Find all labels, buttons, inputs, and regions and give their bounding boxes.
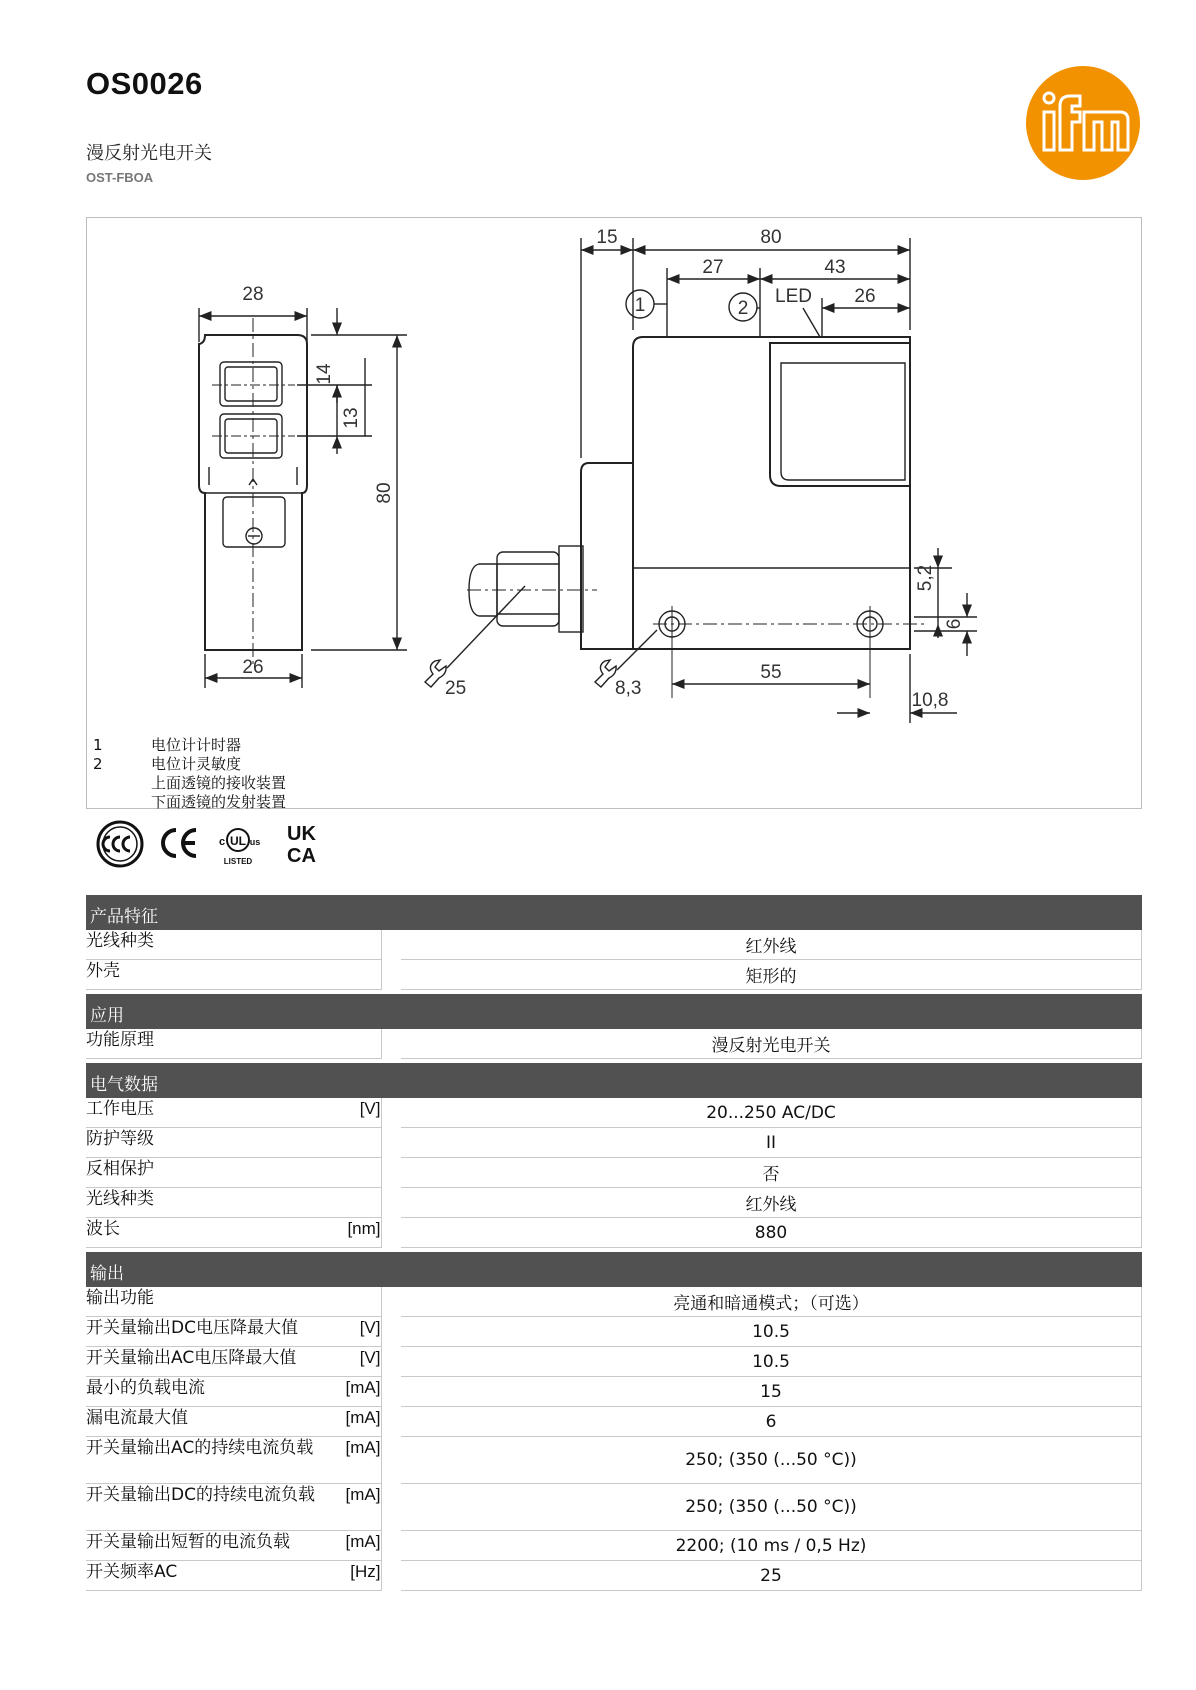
spec-row <box>86 1098 1142 1128</box>
ifm-logo <box>1024 64 1142 182</box>
spacer <box>381 1287 401 1317</box>
spec-label-cell <box>86 1098 381 1128</box>
spec-value: 亮通和暗通模式；（可选） <box>401 1287 1142 1317</box>
section-header <box>86 1063 1142 1098</box>
spec-value: 250; (350 (...50 °C)) <box>401 1484 1142 1531</box>
spacer <box>381 1407 401 1437</box>
spacer <box>381 1188 401 1218</box>
spec-value: 880 <box>401 1218 1142 1248</box>
product-code: OST-FBOA <box>86 170 154 185</box>
spec-unit: [mA] <box>345 1438 381 1457</box>
spec-label-cell <box>86 930 381 960</box>
certification-marks <box>92 818 332 868</box>
spec-row <box>86 1287 1142 1317</box>
spec-value: 矩形的 <box>401 960 1142 990</box>
spec-label-cell <box>86 1484 381 1531</box>
spacer <box>381 1377 401 1407</box>
legend-item: 下面透镜的发射装置 <box>151 793 287 811</box>
section-title: 应用 <box>86 994 1142 1029</box>
spec-label-cell <box>86 1158 381 1188</box>
spec-label: 最小的负载电流 <box>86 1378 205 1398</box>
dim-55: 55 <box>760 662 782 683</box>
spec-value: 6 <box>401 1407 1142 1437</box>
spec-value: 10.5 <box>401 1347 1142 1377</box>
spec-unit: [Hz] <box>350 1562 381 1581</box>
svg-text:LISTED: LISTED <box>223 857 253 866</box>
section-header <box>86 994 1142 1029</box>
dim-6: 6 <box>944 618 965 630</box>
product-title: OS0026 <box>86 66 203 101</box>
spec-unit: [mA] <box>345 1378 381 1397</box>
dim-15: 15 <box>596 227 618 248</box>
spec-row <box>86 1158 1142 1188</box>
spec-label-cell <box>86 960 381 990</box>
spacer <box>381 1158 401 1188</box>
dim-27: 27 <box>702 257 724 278</box>
spec-label-cell <box>86 1531 381 1561</box>
spec-row <box>86 1437 1142 1484</box>
wrench-size-25: 25 <box>445 678 467 699</box>
drawing-legend <box>93 736 286 812</box>
spacer <box>381 960 401 990</box>
spacer <box>381 1484 401 1531</box>
spec-label: 工作电压 <box>86 1099 154 1119</box>
spec-label-cell <box>86 1218 381 1248</box>
spec-label: 波长 <box>86 1219 120 1239</box>
spec-value: 漫反射光电开关 <box>401 1029 1142 1059</box>
ccc-mark-icon <box>98 822 142 866</box>
spec-label: 外壳 <box>86 961 120 981</box>
spec-label-cell <box>86 1377 381 1407</box>
spec-label: 开关量输出短暂的电流负载 <box>86 1532 290 1552</box>
spec-label: 开关频率AC <box>86 1562 178 1582</box>
dim-43: 43 <box>824 257 846 278</box>
spec-row <box>86 960 1142 990</box>
spec-value: 否 <box>401 1158 1142 1188</box>
spec-value: 10.5 <box>401 1317 1142 1347</box>
section-title: 产品特征 <box>86 895 1142 930</box>
spec-label: 开关量输出AC电压降最大值 <box>86 1348 297 1368</box>
spec-unit: [V] <box>359 1348 381 1367</box>
section-gap <box>86 1591 1142 1596</box>
dim-26-bottom: 26 <box>242 657 264 678</box>
led-label: LED <box>775 286 812 307</box>
spacer <box>381 1437 401 1484</box>
wrench-size-8-3: 8,3 <box>615 678 642 699</box>
section-header <box>86 895 1142 930</box>
spec-table <box>86 895 1142 1595</box>
legend-item: 1 电位计计时器 <box>93 736 242 754</box>
spec-label: 反相保护 <box>86 1159 154 1179</box>
svg-text:CA: CA <box>287 845 316 867</box>
spacer <box>381 930 401 960</box>
spec-value: 25 <box>401 1561 1142 1591</box>
spacer <box>381 1218 401 1248</box>
spec-label: 漏电流最大值 <box>86 1408 188 1428</box>
legend-item: 上面透镜的接收装置 <box>151 774 287 792</box>
spec-label: 开关量输出DC的持续电流负载 <box>86 1485 315 1505</box>
spec-value: 20...250 AC/DC <box>401 1098 1142 1128</box>
spec-value: 红外线 <box>401 930 1142 960</box>
spec-label: 光线种类 <box>86 1189 154 1209</box>
spacer <box>381 1029 401 1059</box>
spec-label-cell <box>86 1029 381 1059</box>
svg-text:c: c <box>218 836 226 848</box>
spec-value: 250; (350 (...50 °C)) <box>401 1437 1142 1484</box>
spec-label-cell <box>86 1317 381 1347</box>
spec-label: 光线种类 <box>86 931 154 951</box>
spec-label: 开关量输出DC电压降最大值 <box>86 1318 298 1338</box>
dim-13: 13 <box>341 407 362 429</box>
ukca-mark-icon <box>287 823 316 867</box>
spacer <box>381 1098 401 1128</box>
side-view-outline <box>633 337 910 649</box>
spec-label-cell <box>86 1128 381 1158</box>
spacer <box>381 1347 401 1377</box>
spacer <box>381 1317 401 1347</box>
spec-label-cell <box>86 1407 381 1437</box>
dim-10-8: 10,8 <box>911 690 949 711</box>
spec-row <box>86 1484 1142 1531</box>
spacer <box>381 1128 401 1158</box>
spec-unit: [nm] <box>347 1219 381 1238</box>
section-title: 电气数据 <box>86 1063 1142 1098</box>
spec-unit: [V] <box>359 1099 381 1118</box>
svg-text:us: us <box>249 837 261 847</box>
spec-row <box>86 1317 1142 1347</box>
spec-unit: [V] <box>359 1318 381 1337</box>
spec-row <box>86 1347 1142 1377</box>
spec-row <box>86 1188 1142 1218</box>
spacer <box>381 1531 401 1561</box>
svg-text:UK: UK <box>287 823 316 845</box>
dim-5-2: 5,2 <box>915 564 936 592</box>
callout-1: 1 <box>634 295 646 316</box>
spec-label: 输出功能 <box>86 1288 154 1308</box>
spec-value: II <box>401 1128 1142 1158</box>
spec-row <box>86 1407 1142 1437</box>
callout-2: 2 <box>737 298 749 319</box>
dimension-drawing <box>86 217 1142 809</box>
spec-row <box>86 1029 1142 1059</box>
section-title: 输出 <box>86 1252 1142 1287</box>
spec-unit: [mA] <box>345 1485 381 1504</box>
spec-unit: [mA] <box>345 1532 381 1551</box>
section-header <box>86 1252 1142 1287</box>
product-subtitle: 漫反射光电开关 <box>86 143 212 164</box>
dim-80-vertical: 80 <box>374 482 395 504</box>
spec-label-cell <box>86 1287 381 1317</box>
spec-label: 防护等级 <box>86 1129 154 1149</box>
spec-label-cell <box>86 1437 381 1484</box>
ul-listed-icon <box>219 829 260 866</box>
spec-unit: [mA] <box>345 1408 381 1427</box>
dim-26-top: 26 <box>854 286 876 307</box>
dim-14: 14 <box>314 363 335 385</box>
spec-row <box>86 1218 1142 1248</box>
spec-label-cell <box>86 1188 381 1218</box>
spacer <box>381 1561 401 1591</box>
spec-value: 15 <box>401 1377 1142 1407</box>
spec-label-cell <box>86 1347 381 1377</box>
spec-value: 2200; (10 ms / 0,5 Hz) <box>401 1531 1142 1561</box>
spec-row <box>86 930 1142 960</box>
dim-28: 28 <box>242 284 264 305</box>
ce-mark-icon <box>163 830 196 856</box>
svg-text:UL: UL <box>230 834 246 848</box>
legend-item: 2 电位计灵敏度 <box>93 755 242 773</box>
spec-row <box>86 1531 1142 1561</box>
spec-label: 开关量输出AC的持续电流负载 <box>86 1438 314 1458</box>
spec-row <box>86 1377 1142 1407</box>
spec-label: 功能原理 <box>86 1030 154 1050</box>
spec-label-cell <box>86 1561 381 1591</box>
spec-row <box>86 1561 1142 1591</box>
spec-row <box>86 1128 1142 1158</box>
spec-value: 红外线 <box>401 1188 1142 1218</box>
dim-80-horizontal: 80 <box>760 227 782 248</box>
